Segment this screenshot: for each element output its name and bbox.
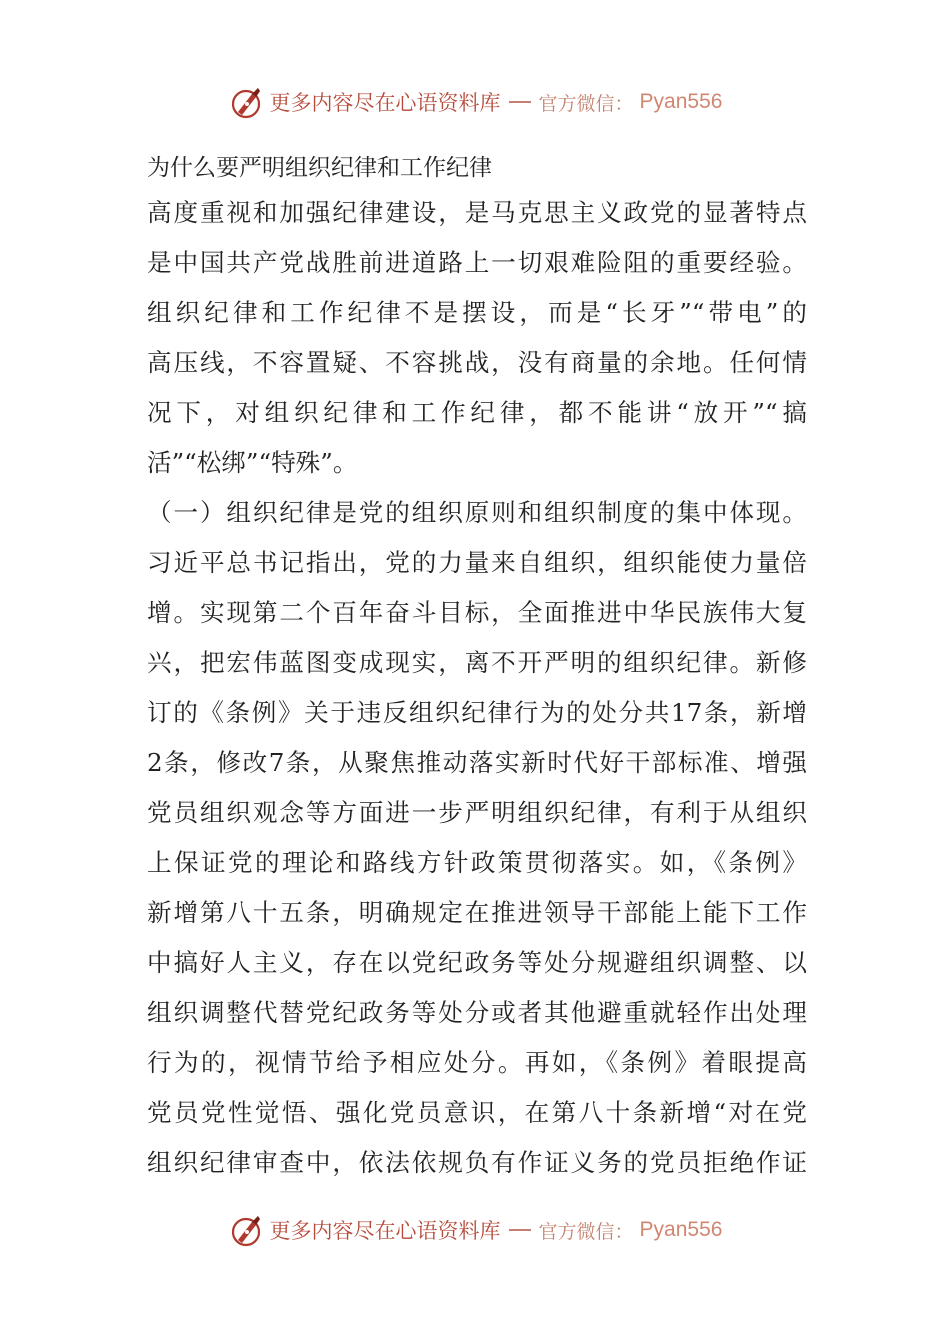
paragraph-line: 况下，对组织纪律和工作纪律，都不能讲“放开”“搞 [147, 398, 807, 427]
watermark-dash [509, 1229, 531, 1231]
paragraph-line: 新增第八十五条，明确规定在推进领导干部能上能下工作 [147, 898, 807, 927]
watermark-official-text: 官方微信： [538, 1220, 634, 1243]
paragraph-line: 党员组织观念等方面进一步严明组织纪律，有利于从组织 [147, 798, 807, 827]
paragraph-line: 行为的，视情节给予相应处分。再如，《条例》着眼提高 [147, 1048, 807, 1077]
paragraph-line: 是中国共产党战胜前进道路上一切艰难险阻的重要经验。 [147, 248, 807, 277]
paragraph-line: 组织纪律审查中，依法依规负有作证义务的党员拒绝作证 [147, 1148, 807, 1177]
paragraph-line: 党员党性觉悟、强化党员意识，在第八十条新增“对在党 [147, 1098, 807, 1127]
paragraph-line: 兴，把宏伟蓝图变成现实，离不开严明的组织纪律。新修 [147, 648, 807, 677]
document-title: 为什么要严明组织纪律和工作纪律 [147, 155, 492, 181]
paragraph-line: 高压线，不容置疑、不容挑战，没有商量的余地。任何情 [147, 348, 807, 377]
watermark-site-text: 更多内容尽在心语资料库 [269, 91, 501, 115]
paragraph-line: 活”“松绑”“特殊”。 [147, 448, 358, 477]
section-heading-line: （一）组织纪律是党的组织原则和组织制度的集中体现。 [147, 498, 807, 527]
paragraph-line: 组织调整代替党纪政务等处分或者其他避重就轻作出处理 [147, 998, 807, 1027]
pen-nib-logo-icon [228, 1212, 264, 1248]
paragraph-line: 2条，修改7条，从聚焦推动落实新时代好干部标准、增强 [147, 748, 807, 777]
paragraph-line: 组织纪律和工作纪律不是摆设，而是“长牙”“带电”的 [147, 298, 807, 327]
paragraph-line: 中搞好人主义，存在以党纪政务等处分规避组织调整、以 [147, 948, 807, 977]
footer-watermark [0, 1210, 950, 1250]
watermark-dash [509, 101, 531, 103]
paragraph-line: 习近平总书记指出，党的力量来自组织，组织能使力量倍 [147, 548, 807, 577]
watermark-group [228, 1212, 723, 1248]
paragraph-line: 订的《条例》关于违反组织纪律行为的处分共17条，新增 [147, 698, 807, 727]
paragraph-line: 高度重视和加强纪律建设，是马克思主义政党的显著特点 [147, 198, 807, 227]
document-body [147, 148, 807, 1188]
paragraph-line: 上保证党的理论和路线方针政策贯彻落实。如，《条例》 [147, 848, 807, 877]
watermark-wechat-id: Pyan556 [639, 1218, 723, 1241]
watermark-official-text: 官方微信： [538, 92, 634, 115]
paragraph-line: 增。实现第二个百年奋斗目标，全面推进中华民族伟大复 [147, 598, 807, 627]
watermark-wechat-id: Pyan556 [639, 90, 723, 113]
watermark-group [228, 84, 723, 120]
header-watermark [0, 82, 950, 122]
pen-nib-logo-icon [228, 84, 264, 120]
watermark-site-text: 更多内容尽在心语资料库 [269, 1219, 501, 1243]
